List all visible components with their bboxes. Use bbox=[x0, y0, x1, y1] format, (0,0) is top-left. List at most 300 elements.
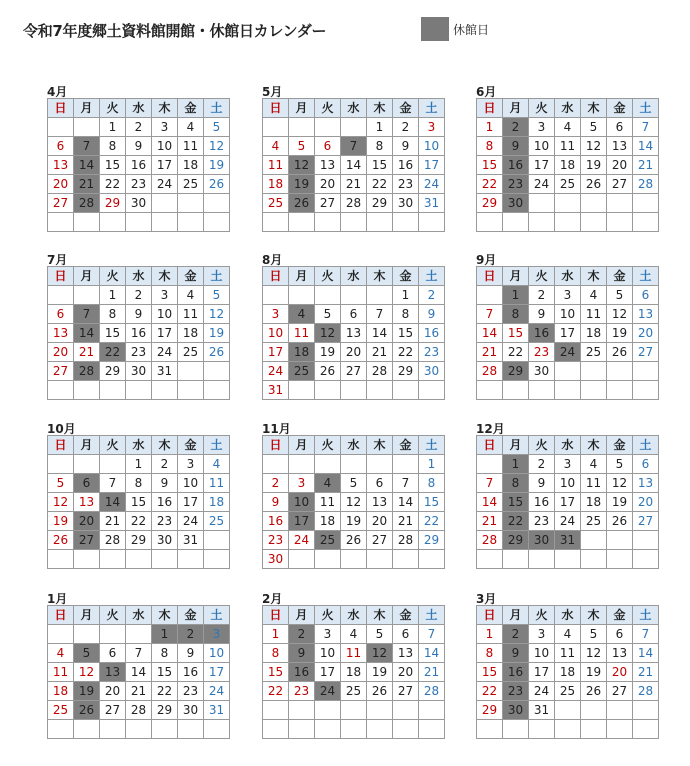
weekday-header: 金 bbox=[178, 606, 204, 625]
day-cell: 22 bbox=[477, 175, 503, 194]
week-row bbox=[263, 156, 445, 175]
day-cell: 13 bbox=[607, 137, 633, 156]
empty-cell bbox=[178, 550, 204, 569]
weekday-header: 日 bbox=[263, 606, 289, 625]
week-row bbox=[477, 644, 659, 663]
day-cell: 11 bbox=[315, 493, 341, 512]
day-cell: 19 bbox=[341, 512, 367, 531]
day-cell: 5 bbox=[315, 305, 341, 324]
weekday-header: 日 bbox=[48, 606, 74, 625]
month-table bbox=[262, 266, 445, 400]
day-cell: 21 bbox=[74, 175, 100, 194]
weekday-header: 火 bbox=[315, 99, 341, 118]
empty-cell bbox=[477, 286, 503, 305]
empty-cell bbox=[289, 720, 315, 739]
day-cell: 21 bbox=[477, 512, 503, 531]
month-label: 5月 bbox=[262, 85, 283, 99]
day-cell: 10 bbox=[263, 324, 289, 343]
weekday-header: 土 bbox=[204, 267, 230, 286]
day-cell: 15 bbox=[367, 156, 393, 175]
day-cell: 23 bbox=[152, 512, 178, 531]
day-cell: 10 bbox=[555, 305, 581, 324]
day-cell: 27 bbox=[48, 362, 74, 381]
day-cell: 26 bbox=[315, 362, 341, 381]
day-cell: 11 bbox=[581, 474, 607, 493]
day-cell: 4 bbox=[341, 625, 367, 644]
empty-cell bbox=[555, 194, 581, 213]
weekday-header: 土 bbox=[419, 436, 445, 455]
empty-cell bbox=[529, 550, 555, 569]
day-cell: 24 bbox=[555, 512, 581, 531]
day-cell: 30 bbox=[419, 362, 445, 381]
day-cell: 10 bbox=[152, 137, 178, 156]
day-cell: 24 bbox=[555, 343, 581, 362]
day-cell: 25 bbox=[581, 343, 607, 362]
day-cell: 16 bbox=[393, 156, 419, 175]
day-cell: 12 bbox=[289, 156, 315, 175]
day-cell: 28 bbox=[100, 531, 126, 550]
day-cell: 12 bbox=[204, 137, 230, 156]
day-cell: 10 bbox=[178, 474, 204, 493]
day-cell: 16 bbox=[152, 493, 178, 512]
day-cell: 24 bbox=[529, 682, 555, 701]
day-cell: 20 bbox=[100, 682, 126, 701]
empty-cell bbox=[503, 213, 529, 232]
day-cell: 13 bbox=[315, 156, 341, 175]
day-cell: 3 bbox=[263, 305, 289, 324]
day-cell: 7 bbox=[633, 625, 659, 644]
day-cell: 6 bbox=[341, 305, 367, 324]
week-row bbox=[477, 156, 659, 175]
weekday-header-row bbox=[477, 436, 659, 455]
weekday-header: 月 bbox=[503, 606, 529, 625]
day-cell: 19 bbox=[581, 663, 607, 682]
empty-cell bbox=[315, 720, 341, 739]
day-cell: 14 bbox=[341, 156, 367, 175]
day-cell: 19 bbox=[367, 663, 393, 682]
empty-cell bbox=[74, 213, 100, 232]
day-cell: 17 bbox=[555, 324, 581, 343]
empty-cell bbox=[48, 286, 74, 305]
empty-cell bbox=[315, 550, 341, 569]
empty-cell bbox=[178, 194, 204, 213]
day-cell: 20 bbox=[633, 324, 659, 343]
day-cell: 13 bbox=[100, 663, 126, 682]
empty-cell bbox=[607, 720, 633, 739]
empty-cell bbox=[367, 455, 393, 474]
day-cell: 15 bbox=[100, 324, 126, 343]
day-cell: 18 bbox=[178, 156, 204, 175]
empty-cell bbox=[341, 381, 367, 400]
day-cell: 13 bbox=[607, 644, 633, 663]
legend bbox=[421, 17, 489, 41]
day-cell: 28 bbox=[419, 682, 445, 701]
day-cell: 9 bbox=[263, 493, 289, 512]
weekday-header: 火 bbox=[315, 267, 341, 286]
day-cell: 14 bbox=[74, 324, 100, 343]
day-cell: 31 bbox=[555, 531, 581, 550]
empty-cell bbox=[419, 720, 445, 739]
day-cell: 18 bbox=[555, 663, 581, 682]
day-cell: 9 bbox=[126, 305, 152, 324]
day-cell: 23 bbox=[263, 531, 289, 550]
day-cell: 16 bbox=[178, 663, 204, 682]
weekday-header: 火 bbox=[529, 436, 555, 455]
week-row bbox=[477, 531, 659, 550]
weekday-header: 木 bbox=[367, 606, 393, 625]
week-row bbox=[48, 175, 230, 194]
day-cell: 31 bbox=[204, 701, 230, 720]
day-cell: 27 bbox=[100, 701, 126, 720]
day-cell: 3 bbox=[152, 286, 178, 305]
week-row bbox=[263, 474, 445, 493]
day-cell: 22 bbox=[503, 512, 529, 531]
day-cell: 11 bbox=[555, 644, 581, 663]
empty-cell bbox=[633, 720, 659, 739]
day-cell: 31 bbox=[529, 701, 555, 720]
day-cell: 6 bbox=[633, 286, 659, 305]
day-cell: 25 bbox=[341, 682, 367, 701]
weekday-header: 土 bbox=[204, 436, 230, 455]
day-cell: 1 bbox=[419, 455, 445, 474]
day-cell: 23 bbox=[126, 175, 152, 194]
day-cell: 31 bbox=[263, 381, 289, 400]
day-cell: 16 bbox=[289, 663, 315, 682]
empty-cell bbox=[178, 720, 204, 739]
empty-cell bbox=[100, 381, 126, 400]
empty-cell bbox=[555, 381, 581, 400]
weekday-header: 土 bbox=[419, 99, 445, 118]
day-cell: 30 bbox=[263, 550, 289, 569]
day-cell: 10 bbox=[152, 305, 178, 324]
week-row bbox=[477, 625, 659, 644]
empty-cell bbox=[581, 213, 607, 232]
day-cell: 28 bbox=[367, 362, 393, 381]
weekday-header-row bbox=[263, 436, 445, 455]
empty-cell bbox=[315, 455, 341, 474]
day-cell: 22 bbox=[100, 175, 126, 194]
weekday-header-row bbox=[477, 606, 659, 625]
week-row bbox=[263, 550, 445, 569]
day-cell: 28 bbox=[477, 531, 503, 550]
day-cell: 9 bbox=[126, 137, 152, 156]
empty-cell bbox=[178, 381, 204, 400]
day-cell: 26 bbox=[581, 682, 607, 701]
empty-cell bbox=[607, 194, 633, 213]
day-cell: 26 bbox=[607, 343, 633, 362]
day-cell: 27 bbox=[48, 194, 74, 213]
weekday-header: 月 bbox=[74, 436, 100, 455]
day-cell: 8 bbox=[263, 644, 289, 663]
day-cell: 17 bbox=[178, 493, 204, 512]
day-cell: 11 bbox=[555, 137, 581, 156]
weekday-header-row bbox=[48, 606, 230, 625]
day-cell: 5 bbox=[367, 625, 393, 644]
weekday-header: 月 bbox=[289, 606, 315, 625]
day-cell: 17 bbox=[315, 663, 341, 682]
weekday-header: 日 bbox=[263, 436, 289, 455]
empty-cell bbox=[315, 213, 341, 232]
day-cell: 6 bbox=[315, 137, 341, 156]
day-cell: 13 bbox=[367, 493, 393, 512]
day-cell: 29 bbox=[419, 531, 445, 550]
day-cell: 29 bbox=[126, 531, 152, 550]
weekday-header: 木 bbox=[152, 267, 178, 286]
day-cell: 28 bbox=[341, 194, 367, 213]
day-cell: 17 bbox=[204, 663, 230, 682]
day-cell: 21 bbox=[341, 175, 367, 194]
empty-cell bbox=[633, 213, 659, 232]
day-cell: 7 bbox=[477, 474, 503, 493]
day-cell: 6 bbox=[48, 305, 74, 324]
day-cell: 24 bbox=[315, 682, 341, 701]
empty-cell bbox=[529, 720, 555, 739]
day-cell: 26 bbox=[204, 175, 230, 194]
week-row bbox=[48, 362, 230, 381]
day-cell: 6 bbox=[48, 137, 74, 156]
empty-cell bbox=[555, 550, 581, 569]
week-row bbox=[477, 512, 659, 531]
weekday-header: 土 bbox=[633, 99, 659, 118]
empty-cell bbox=[48, 381, 74, 400]
weekday-header: 金 bbox=[178, 436, 204, 455]
weekday-header: 月 bbox=[503, 99, 529, 118]
weekday-header: 金 bbox=[607, 267, 633, 286]
empty-cell bbox=[204, 194, 230, 213]
weekday-header: 火 bbox=[529, 606, 555, 625]
weekday-header: 木 bbox=[581, 436, 607, 455]
weekday-header-row bbox=[477, 99, 659, 118]
empty-cell bbox=[607, 531, 633, 550]
week-row bbox=[48, 137, 230, 156]
day-cell: 8 bbox=[367, 137, 393, 156]
day-cell: 12 bbox=[48, 493, 74, 512]
weekday-header: 木 bbox=[367, 99, 393, 118]
day-cell: 5 bbox=[607, 286, 633, 305]
empty-cell bbox=[555, 362, 581, 381]
day-cell: 21 bbox=[633, 156, 659, 175]
day-cell: 1 bbox=[100, 118, 126, 137]
weekday-header-row bbox=[263, 99, 445, 118]
day-cell: 28 bbox=[393, 531, 419, 550]
empty-cell bbox=[74, 286, 100, 305]
day-cell: 21 bbox=[100, 512, 126, 531]
weekday-header: 日 bbox=[477, 436, 503, 455]
empty-cell bbox=[152, 550, 178, 569]
day-cell: 15 bbox=[126, 493, 152, 512]
week-row bbox=[477, 663, 659, 682]
day-cell: 11 bbox=[204, 474, 230, 493]
weekday-header: 水 bbox=[341, 99, 367, 118]
day-cell: 30 bbox=[126, 194, 152, 213]
empty-cell bbox=[341, 286, 367, 305]
empty-cell bbox=[152, 381, 178, 400]
day-cell: 6 bbox=[100, 644, 126, 663]
day-cell: 23 bbox=[503, 682, 529, 701]
week-row bbox=[263, 701, 445, 720]
day-cell: 2 bbox=[503, 625, 529, 644]
day-cell: 5 bbox=[607, 455, 633, 474]
week-row bbox=[263, 286, 445, 305]
day-cell: 18 bbox=[315, 512, 341, 531]
day-cell: 22 bbox=[263, 682, 289, 701]
day-cell: 13 bbox=[633, 305, 659, 324]
weekday-header-row bbox=[263, 267, 445, 286]
weekday-header: 月 bbox=[74, 267, 100, 286]
weekday-header: 土 bbox=[204, 606, 230, 625]
day-cell: 4 bbox=[581, 455, 607, 474]
day-cell: 28 bbox=[74, 194, 100, 213]
day-cell: 7 bbox=[633, 118, 659, 137]
day-cell: 2 bbox=[152, 455, 178, 474]
day-cell: 21 bbox=[126, 682, 152, 701]
empty-cell bbox=[503, 720, 529, 739]
day-cell: 7 bbox=[74, 137, 100, 156]
week-row bbox=[48, 720, 230, 739]
week-row bbox=[477, 305, 659, 324]
weekday-header: 日 bbox=[48, 267, 74, 286]
empty-cell bbox=[289, 701, 315, 720]
day-cell: 28 bbox=[74, 362, 100, 381]
day-cell: 26 bbox=[204, 343, 230, 362]
week-row bbox=[477, 343, 659, 362]
weekday-header: 木 bbox=[367, 436, 393, 455]
day-cell: 29 bbox=[503, 531, 529, 550]
empty-cell bbox=[367, 701, 393, 720]
week-row bbox=[263, 381, 445, 400]
day-cell: 20 bbox=[393, 663, 419, 682]
week-row bbox=[48, 493, 230, 512]
day-cell: 7 bbox=[419, 625, 445, 644]
empty-cell bbox=[581, 531, 607, 550]
month-label: 9月 bbox=[476, 253, 497, 267]
day-cell: 25 bbox=[555, 682, 581, 701]
day-cell: 23 bbox=[178, 682, 204, 701]
day-cell: 9 bbox=[529, 305, 555, 324]
page-title: 令和7年度郷土資料館開館・休館日カレンダー bbox=[23, 22, 327, 40]
empty-cell bbox=[503, 381, 529, 400]
weekday-header: 金 bbox=[393, 99, 419, 118]
day-cell: 9 bbox=[289, 644, 315, 663]
week-row bbox=[48, 701, 230, 720]
day-cell: 27 bbox=[633, 512, 659, 531]
day-cell: 27 bbox=[367, 531, 393, 550]
empty-cell bbox=[393, 720, 419, 739]
day-cell: 30 bbox=[503, 701, 529, 720]
week-row bbox=[263, 194, 445, 213]
empty-cell bbox=[581, 194, 607, 213]
day-cell: 12 bbox=[315, 324, 341, 343]
empty-cell bbox=[477, 550, 503, 569]
week-row bbox=[263, 175, 445, 194]
weekday-header: 火 bbox=[315, 436, 341, 455]
day-cell: 22 bbox=[393, 343, 419, 362]
empty-cell bbox=[419, 550, 445, 569]
empty-cell bbox=[289, 286, 315, 305]
day-cell: 15 bbox=[419, 493, 445, 512]
empty-cell bbox=[289, 213, 315, 232]
week-row bbox=[477, 474, 659, 493]
month-table bbox=[476, 605, 659, 739]
month-label: 10月 bbox=[47, 422, 76, 436]
empty-cell bbox=[48, 213, 74, 232]
day-cell: 20 bbox=[633, 493, 659, 512]
day-cell: 27 bbox=[393, 682, 419, 701]
day-cell: 14 bbox=[477, 324, 503, 343]
day-cell: 4 bbox=[48, 644, 74, 663]
week-row bbox=[263, 493, 445, 512]
day-cell: 20 bbox=[48, 343, 74, 362]
week-row bbox=[477, 455, 659, 474]
day-cell: 27 bbox=[607, 682, 633, 701]
day-cell: 3 bbox=[178, 455, 204, 474]
weekday-header: 金 bbox=[178, 99, 204, 118]
day-cell: 26 bbox=[289, 194, 315, 213]
day-cell: 25 bbox=[178, 343, 204, 362]
empty-cell bbox=[263, 701, 289, 720]
weekday-header: 水 bbox=[126, 267, 152, 286]
day-cell: 20 bbox=[315, 175, 341, 194]
day-cell: 30 bbox=[503, 194, 529, 213]
month-table bbox=[262, 605, 445, 739]
empty-cell bbox=[315, 118, 341, 137]
day-cell: 30 bbox=[126, 362, 152, 381]
day-cell: 18 bbox=[581, 324, 607, 343]
month-table bbox=[47, 435, 230, 569]
empty-cell bbox=[581, 381, 607, 400]
day-cell: 7 bbox=[100, 474, 126, 493]
day-cell: 22 bbox=[152, 682, 178, 701]
week-row bbox=[477, 137, 659, 156]
week-row bbox=[263, 455, 445, 474]
day-cell: 1 bbox=[477, 118, 503, 137]
empty-cell bbox=[263, 720, 289, 739]
day-cell: 3 bbox=[289, 474, 315, 493]
week-row bbox=[263, 305, 445, 324]
empty-cell bbox=[367, 381, 393, 400]
day-cell: 23 bbox=[529, 512, 555, 531]
month-label: 6月 bbox=[476, 85, 497, 99]
day-cell: 15 bbox=[477, 663, 503, 682]
week-row bbox=[263, 531, 445, 550]
week-row bbox=[477, 381, 659, 400]
week-row bbox=[48, 625, 230, 644]
day-cell: 9 bbox=[529, 474, 555, 493]
day-cell: 21 bbox=[393, 512, 419, 531]
day-cell: 8 bbox=[152, 644, 178, 663]
day-cell: 30 bbox=[178, 701, 204, 720]
day-cell: 18 bbox=[341, 663, 367, 682]
day-cell: 20 bbox=[48, 175, 74, 194]
day-cell: 6 bbox=[367, 474, 393, 493]
week-row bbox=[48, 455, 230, 474]
empty-cell bbox=[48, 118, 74, 137]
day-cell: 5 bbox=[289, 137, 315, 156]
empty-cell bbox=[74, 381, 100, 400]
weekday-header: 木 bbox=[581, 267, 607, 286]
week-row bbox=[48, 156, 230, 175]
day-cell: 8 bbox=[419, 474, 445, 493]
day-cell: 15 bbox=[263, 663, 289, 682]
day-cell: 1 bbox=[152, 625, 178, 644]
empty-cell bbox=[341, 213, 367, 232]
day-cell: 1 bbox=[503, 455, 529, 474]
day-cell: 8 bbox=[100, 137, 126, 156]
day-cell: 18 bbox=[555, 156, 581, 175]
day-cell: 16 bbox=[126, 156, 152, 175]
empty-cell bbox=[126, 381, 152, 400]
empty-cell bbox=[367, 286, 393, 305]
